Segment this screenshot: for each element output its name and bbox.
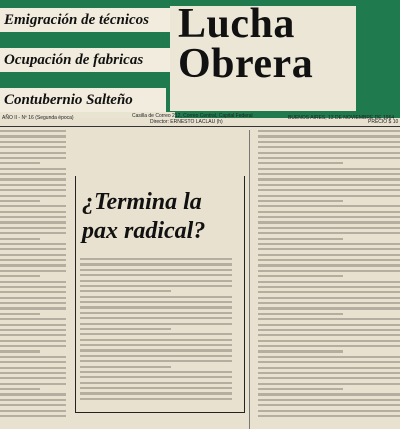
date: BUENOS AIRES, 13 DE NOVIEMBRE DE 1964: [288, 115, 395, 121]
text-line: [0, 270, 66, 272]
text-line: [0, 281, 66, 283]
text-line: [0, 350, 40, 352]
text-line: [258, 383, 400, 385]
text-line: [80, 328, 171, 330]
text-line: [258, 415, 400, 417]
text-line: [258, 329, 400, 331]
text-line: [258, 377, 400, 379]
text-line: [80, 296, 232, 298]
text-line: [0, 388, 40, 390]
text-line: [0, 377, 66, 379]
text-line: [258, 184, 400, 186]
text-line: [0, 243, 66, 245]
text-line: [80, 317, 232, 319]
text-line: [0, 286, 66, 288]
text-line: [80, 349, 232, 351]
text-line: [258, 135, 400, 137]
text-line: [258, 313, 343, 315]
text-line: [258, 162, 343, 164]
text-line: [80, 312, 232, 314]
text-line: [258, 259, 400, 261]
text-line: [258, 178, 400, 180]
column-divider: [249, 130, 250, 429]
column-left: [0, 130, 66, 429]
text-line: [80, 344, 232, 346]
text-line: [80, 285, 232, 287]
text-line: [258, 227, 400, 229]
text-line: [80, 323, 232, 325]
text-line: [0, 318, 66, 320]
text-line: [258, 232, 400, 234]
header: [0, 0, 400, 118]
text-line: [0, 130, 66, 132]
text-line: [258, 297, 400, 299]
issue-number: AÑO II - Nº 16 (Segunda época): [2, 115, 74, 121]
director: Director: ERNESTO LACLAU (h): [150, 119, 223, 125]
column-middle: [80, 258, 232, 408]
text-line: [0, 146, 66, 148]
header-rule: [0, 126, 400, 127]
text-line: [0, 157, 66, 159]
text-line: [80, 382, 232, 384]
text-line: [80, 371, 232, 373]
column-right: [258, 130, 400, 429]
text-line: [258, 254, 400, 256]
text-line: [0, 399, 66, 401]
text-line: [80, 360, 232, 362]
text-line: [0, 356, 66, 358]
text-line: [0, 211, 66, 213]
text-line: [80, 269, 232, 271]
text-line: [258, 195, 400, 197]
text-line: [0, 141, 66, 143]
text-line: [0, 302, 66, 304]
text-line: [0, 248, 66, 250]
text-line: [0, 291, 66, 293]
text-line: [258, 324, 400, 326]
text-line: [258, 350, 343, 352]
text-line: [258, 340, 400, 342]
text-line: [0, 227, 66, 229]
text-line: [258, 291, 400, 293]
text-line: [80, 355, 232, 357]
text-line: [80, 392, 232, 394]
text-line: [0, 184, 66, 186]
text-line: [258, 216, 400, 218]
text-line: [258, 410, 400, 412]
text-line: [0, 238, 40, 240]
text-line: [0, 297, 66, 299]
text-line: [0, 393, 66, 395]
text-line: [0, 195, 66, 197]
text-line: [0, 178, 66, 180]
text-line: [258, 221, 400, 223]
text-line: [258, 200, 343, 202]
text-line: [0, 254, 66, 256]
text-line: [0, 232, 66, 234]
text-line: [80, 301, 232, 303]
text-line: [258, 281, 400, 283]
text-line: [0, 334, 66, 336]
text-line: [0, 415, 66, 417]
text-line: [80, 290, 171, 292]
text-line: [258, 152, 400, 154]
text-line: [258, 367, 400, 369]
text-line: [0, 264, 66, 266]
price: PRECIO $ 10: [368, 119, 399, 125]
info-strip: [0, 114, 400, 124]
text-line: [0, 189, 66, 191]
text-line: [0, 216, 66, 218]
text-line: [0, 372, 66, 374]
text-line: [258, 404, 400, 406]
text-line: [258, 243, 400, 245]
text-line: [80, 280, 232, 282]
text-line: [258, 189, 400, 191]
text-line: [0, 329, 66, 331]
text-line: [258, 248, 400, 250]
text-line: [0, 205, 66, 207]
text-line: [0, 410, 66, 412]
text-line: [258, 173, 400, 175]
text-line: [258, 141, 400, 143]
article-headline[interactable]: ¿Termina la pax radical?: [82, 189, 206, 244]
text-line: [258, 356, 400, 358]
text-line: [258, 302, 400, 304]
text-line: [0, 221, 66, 223]
text-line: [80, 306, 232, 308]
text-line: [258, 334, 400, 336]
text-line: [80, 376, 232, 378]
text-line: [0, 313, 40, 315]
text-line: [80, 263, 232, 265]
text-line: [0, 162, 40, 164]
text-line: [0, 340, 66, 342]
text-line: [80, 333, 232, 335]
text-line: [258, 372, 400, 374]
text-line: [258, 388, 343, 390]
text-line: [0, 307, 66, 309]
text-line: [80, 398, 232, 400]
text-line: [80, 339, 232, 341]
text-line: [258, 146, 400, 148]
text-line: [0, 324, 66, 326]
teaser-3[interactable]: Contubernio Salteño: [0, 88, 166, 112]
text-line: [258, 270, 400, 272]
text-line: [258, 275, 343, 277]
text-line: [0, 200, 40, 202]
text-line: [0, 173, 66, 175]
text-line: [0, 404, 66, 406]
text-line: [258, 286, 400, 288]
text-line: [80, 366, 171, 368]
text-line: [0, 259, 66, 261]
text-line: [258, 307, 400, 309]
text-line: [258, 168, 400, 170]
text-line: [0, 345, 66, 347]
text-line: [258, 157, 400, 159]
teaser-2[interactable]: Ocupación de fabricas: [0, 48, 170, 72]
text-line: [258, 361, 400, 363]
text-line: [258, 130, 400, 132]
text-line: [258, 211, 400, 213]
text-line: [258, 318, 400, 320]
text-line: [258, 345, 400, 347]
text-line: [0, 383, 66, 385]
text-line: [258, 264, 400, 266]
text-line: [0, 361, 66, 363]
teaser-1[interactable]: Emigración de técnicos: [0, 8, 170, 32]
text-line: [0, 135, 66, 137]
text-line: [0, 152, 66, 154]
masthead-title: Lucha Obrera: [178, 1, 314, 87]
text-line: [80, 387, 232, 389]
text-line: [0, 275, 40, 277]
text-line: [258, 238, 343, 240]
text-line: [0, 367, 66, 369]
text-line: [258, 205, 400, 207]
text-line: [0, 168, 66, 170]
text-line: [258, 393, 400, 395]
text-line: [258, 399, 400, 401]
text-line: [80, 274, 232, 276]
text-line: [80, 258, 232, 260]
mail-address: Casilla de Correo 212, Correo Central, Capital Federal: [132, 113, 253, 119]
